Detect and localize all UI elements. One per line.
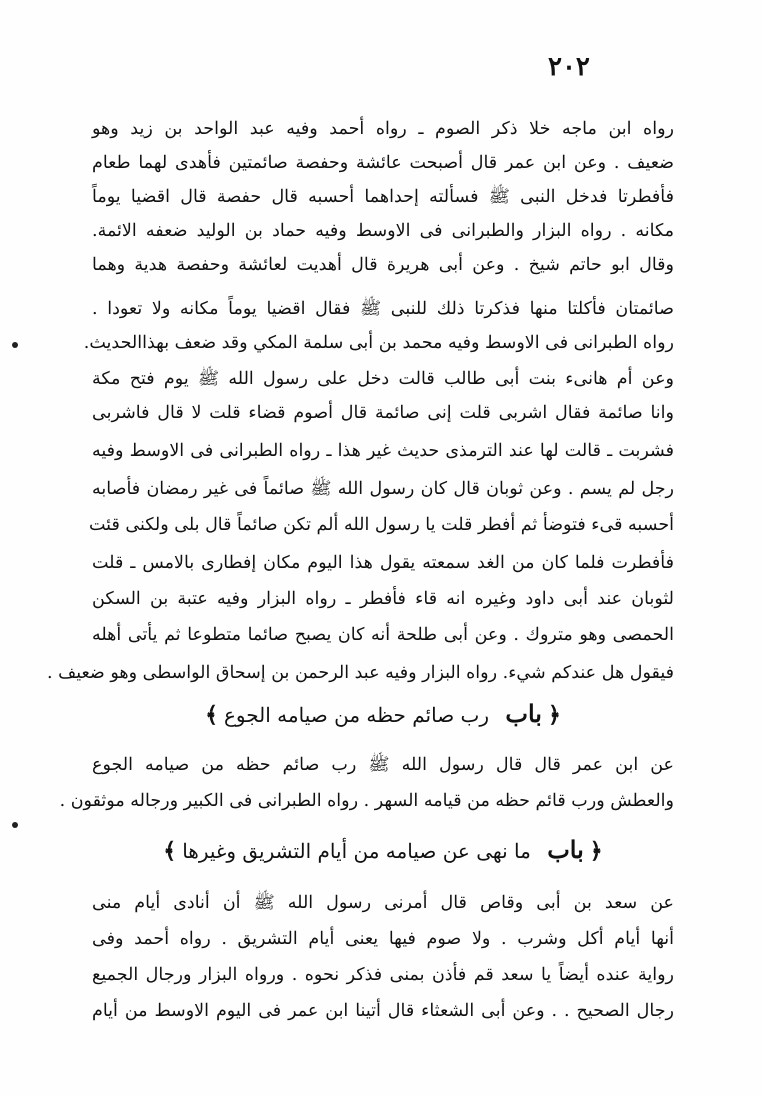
- text-line: لثوبان عند أبى داود وغيره انه قاء فأفطر ـ رواه البزار وفيه عتبة بن السكن: [92, 589, 674, 609]
- text-line: رواه الطبرانى فى الاوسط وفيه محمد بن أبى سلمة المكي وقد ضعف بهذاالحديث.: [83, 333, 674, 353]
- text-line: وقال ابو حاتم شيخ . وعن أبى هريرة قال أهديت لعائشة وحفصة هدية وهما: [92, 255, 674, 275]
- text-line: وانا صائمة فقال اشربى قلت إنى صائمة قال أصوم قضاء قلت لا قال فاشربى: [92, 403, 674, 423]
- chapter-label: باب: [547, 835, 584, 864]
- text-line: فأفطرت فلما كان من الغد سمعته يقول هذا اليوم مكان إفطارى بالامس ـ قلت: [92, 553, 674, 573]
- ornament-close: ﴾: [205, 702, 218, 728]
- text-line: فأفطرتا فدخل النبى ﷺ فسألته إحداهما أحسبه قال حفصة قال اقضيا يوماً: [92, 187, 674, 207]
- chapter-title: ما نهى عن صيامه من أيام التشريق وغيرها: [182, 839, 531, 863]
- text-line: رجال الصحيح . . وعن أبى الشعثاء قال أتينا ابن عمر فى اليوم الاوسط من أيام: [92, 1001, 674, 1021]
- ornament-close: ﴾: [163, 838, 177, 864]
- ornament-open: ﴿: [547, 702, 561, 728]
- text-line: والعطش ورب قائم حظه من قيامه السهر . رواه الطبرانى فى الكبير ورجاله موثقون .: [59, 791, 674, 811]
- text-line: صائمتان فأكلتا منها فذكرتا ذلك للنبى ﷺ فقال اقضيا يوماً مكانه ولا تعودا .: [92, 299, 674, 319]
- text-line: رجل لم يسم . وعن ثوبان قال كان رسول الله ﷺ صائماً فى غير رمضان فأصابه: [92, 479, 674, 499]
- text-line: وعن أم هانىء بنت أبى طالب قالت دخل على رسول الله ﷺ يوم فتح مكة: [92, 369, 674, 389]
- text-line: رواه ابن ماجه خلا ذكر الصوم ـ رواه أحمد وفيه عبد الواحد بن زيد وهو: [92, 119, 674, 139]
- text-line: مكانه . رواه البزار والطبرانى فى الاوسط وفيه حماد بن الوليد ضعفه الائمة.: [92, 221, 674, 241]
- text-line: رواية عنده أيضاً يا سعد قم فأذن بمنى فذكر نحوه . ورواه البزار ورجال الجميع: [92, 965, 674, 985]
- chapter-heading: [92, 830, 674, 870]
- ornament-open: ﴿: [589, 838, 603, 864]
- text-line: عن ابن عمر قال قال رسول الله ﷺ رب صائم حظه من صيامه الجوع: [92, 755, 674, 775]
- chapter-label: باب: [505, 699, 542, 728]
- margin-mark: [12, 822, 18, 828]
- text-line: أحسبه قىء فتوضأ ثم أفطر قلت يا رسول الله ألم تكن صائماً قال بلى ولكنى قئت: [88, 515, 674, 535]
- chapter-title: رب صائم حظه من صيامه الجوع: [224, 703, 490, 727]
- text-line: ضعيف . وعن ابن عمر قال أصبحت عائشة وحفصة صائمتين فأهدى لهما طعام: [92, 153, 674, 173]
- text-line: عن سعد بن أبى وقاص قال أمرنى رسول الله ﷺ أن أنادى أيام منى: [92, 893, 674, 913]
- margin-mark: [12, 342, 18, 348]
- text-line: فيقول هل عندكم شيء. رواه البزار وفيه عبد الرحمن بن إسحاق الواسطى وهو ضعيف .: [46, 663, 674, 683]
- text-line: الحمصى وهو متروك . وعن أبى طلحة أنه كان يصبح صائما متطوعا ثم يأتى أهله: [92, 625, 674, 645]
- page-number: ٢٠٢: [548, 52, 590, 82]
- chapter-heading: [92, 694, 674, 734]
- text-line: أنها أيام أكل وشرب . ولا صوم فيها يعنى أيام التشريق . رواه أحمد وفى: [92, 929, 674, 949]
- text-line: فشربت ـ قالت لها عند الترمذى حديث غير هذا ـ رواه الطبرانى فى الاوسط وفيه: [92, 441, 674, 461]
